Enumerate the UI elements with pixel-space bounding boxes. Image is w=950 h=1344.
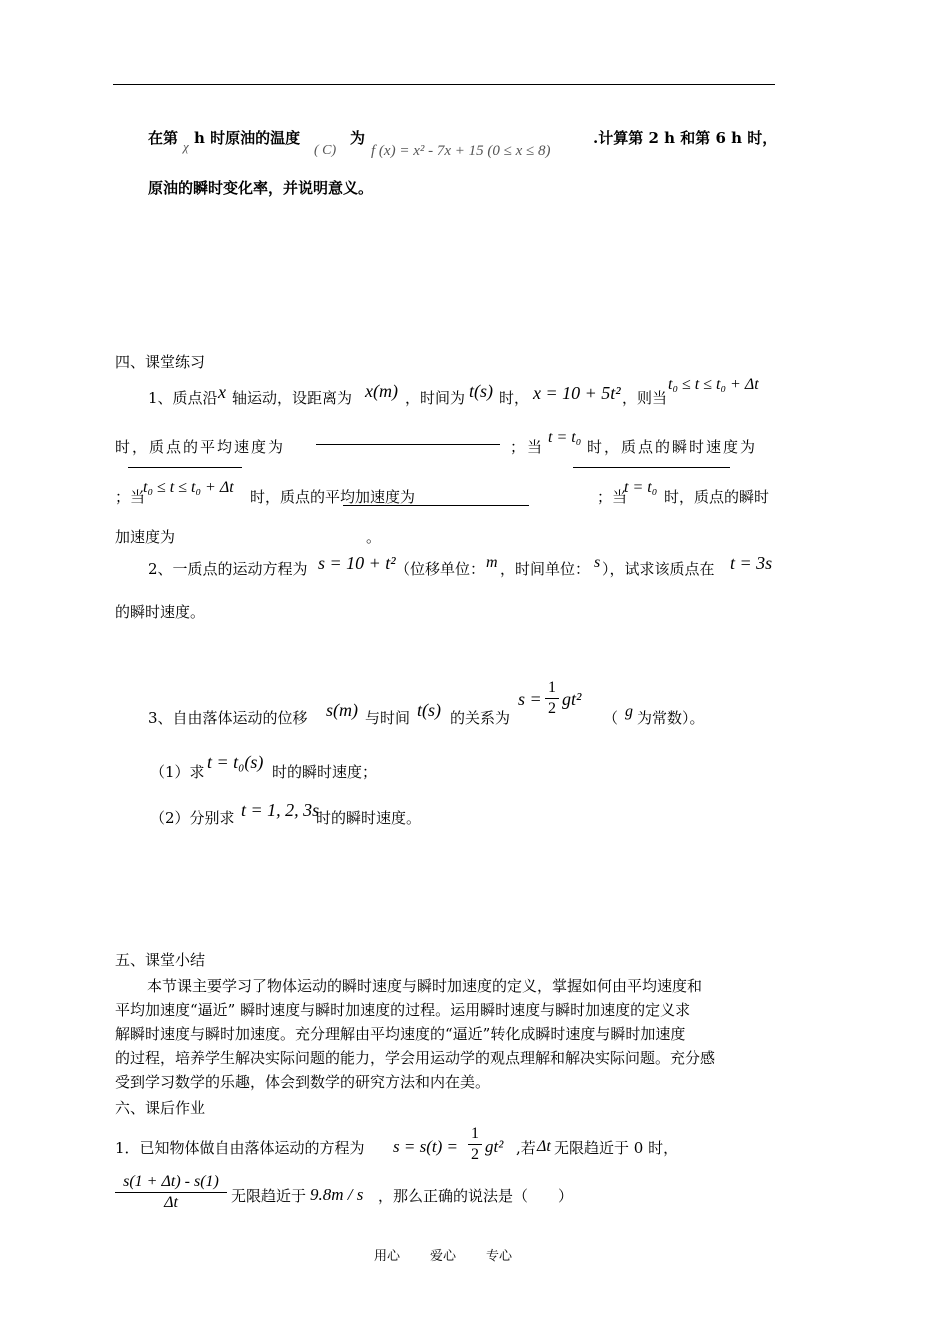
ex3-s-eq: s =: [518, 689, 542, 709]
ex2-t: t = 3s: [730, 553, 773, 573]
hw1-text-d: 无限趋近于: [231, 1187, 307, 1205]
q-top-line-2: 原油的瞬时变化率，并说明意义。: [148, 179, 374, 197]
q-top-unit: ( C): [314, 143, 337, 158]
hw1-value: 9.8m / s: [310, 1185, 364, 1204]
ex3-text-b: 与时间: [365, 709, 411, 727]
ex3-text-d: （: [603, 709, 619, 727]
ex3-sub1-text-a: （1）求: [150, 763, 205, 781]
hw1-dq-denominator: Δt: [164, 1194, 178, 1211]
q-top-text-4: .计算第 2 h 和第 6 h 时，: [593, 129, 778, 147]
hw1-gt2: gt²: [485, 1137, 504, 1156]
ex2-text-e: 的瞬时速度。: [115, 603, 206, 621]
hw1-delta-t: Δt: [537, 1138, 551, 1155]
ex2-unit-s: s: [594, 554, 601, 571]
ex1-text-n: 。: [366, 528, 382, 546]
ex1-x: x: [218, 382, 226, 402]
ex1-text-j: 时，质点的平均加速度为: [250, 488, 416, 506]
ex1-ts: t(s): [469, 381, 493, 401]
ex2-text-a: 2、一质点的运动方程为: [148, 560, 308, 578]
ex1-blank-avg-acceleration: [343, 505, 529, 506]
ex1-text-k: ；当: [597, 488, 628, 506]
ex1-text-m: 加速度为: [115, 528, 176, 546]
ex1-text-l: 时，质点的瞬时: [664, 488, 770, 506]
ex3-g: g: [625, 703, 633, 720]
hw1-fraction-numerator: 1: [471, 1125, 479, 1142]
ex3-sub2-text-b: 时的瞬时速度。: [316, 809, 422, 827]
ex1-inequality-2: t₀ ≤ t ≤ t₀ + Δt: [143, 479, 234, 496]
ex3-text-e: 为常数）。: [637, 709, 705, 727]
ex3-gt2: gt²: [562, 689, 582, 709]
footer-text-3: 专心: [486, 1249, 513, 1264]
ex1-text-h: 时，质点的瞬时速度为: [587, 438, 758, 456]
footer-text-1: 用心: [374, 1249, 401, 1264]
ex2-text-c: ，时间单位：: [500, 560, 591, 578]
ex1-inequality: t₀ ≤ t ≤ t₀ + Δt: [668, 376, 759, 393]
hw1-text-e: ，那么正确的说法是（ ）: [378, 1187, 574, 1205]
hw1-equation: s = s(t) =: [393, 1137, 458, 1156]
hw1-fraction: [468, 1124, 482, 1165]
summary-line: 平均加速度“逼近” 瞬时速度与瞬时加速度的过程。运用瞬时速度与瞬时加速度的定义求: [115, 1001, 691, 1019]
ex3-text-c: 的关系为: [450, 709, 511, 727]
footer-text-2: 爱心: [430, 1249, 457, 1264]
ex3-fraction-numerator: 1: [548, 679, 556, 696]
section-5-heading: 五、课堂小结: [115, 951, 206, 969]
ex1-t0-b: t = t₀: [624, 479, 658, 496]
ex1-text-i: ；当: [115, 488, 146, 506]
ex1-equation: x = 10 + 5t²: [533, 383, 621, 403]
ex2-unit-m: m: [486, 554, 498, 571]
q-top-function: f (x) = x² - 7x + 15 (0 ≤ x ≤ 8): [371, 143, 551, 159]
q-top-chi: χ: [183, 139, 189, 154]
q-top-text-3: 为: [350, 129, 366, 147]
ex3-sub2-equation: t = 1, 2, 3s: [241, 800, 320, 820]
ex1-blank-inst-velocity-1: [128, 467, 242, 468]
ex3-sub1-text-b: 时的瞬时速度；: [272, 763, 378, 781]
ex1-t0: t = t₀: [548, 429, 582, 446]
ex2-text-b: （位移单位：: [395, 560, 486, 578]
ex3-sm: s(m): [326, 700, 358, 720]
summary-line: 的过程，培养学生解决实际问题的能力，学会用运动学的观点理解和解决实际问题。充分感: [115, 1049, 716, 1067]
ex3-text-a: 3、自由落体运动的位移: [148, 709, 308, 727]
ex1-blank-avg-velocity: [316, 444, 500, 445]
header-rule: [113, 84, 775, 85]
ex1-text-b: 轴运动，设距离为: [232, 389, 353, 407]
hw1-fraction-denominator: 2: [471, 1146, 479, 1163]
q-top-text-1: 在第: [148, 129, 179, 147]
ex1-text-e: ，则当: [622, 389, 668, 407]
ex1-text-g: ；当: [510, 438, 545, 456]
ex1-text-a: 1、质点沿: [148, 389, 218, 407]
ex1-text-d: 时，: [499, 389, 530, 407]
summary-line: 解瞬时速度与瞬时加速度。充分理解由平均速度的“逼近”转化成瞬时速度与瞬时加速度: [115, 1025, 686, 1043]
section-6-heading: 六、课后作业: [115, 1099, 206, 1117]
ex3-fraction-denominator: 2: [548, 700, 556, 717]
ex2-text-d: ），试求该质点在: [602, 560, 715, 578]
hw1-text-c: 无限趋近于 0 时，: [554, 1139, 679, 1157]
ex3-sub2-text-a: （2）分别求: [150, 809, 235, 827]
ex3-sub1-equation: t = t₀(s): [207, 752, 264, 772]
hw1-dq-numerator: s(1 + Δt) - s(1): [123, 1173, 219, 1190]
section-4-heading: 四、课堂练习: [115, 353, 206, 371]
ex2-equation: s = 10 + t²: [318, 553, 396, 573]
hw1-difference-quotient: [115, 1172, 227, 1213]
ex3-ts: t(s): [417, 700, 441, 720]
summary-line: 受到学习数学的乐趣，体会到数学的研究方法和内在美。: [115, 1073, 491, 1091]
q-top-text-2: h 时原油的温度: [194, 129, 301, 147]
hw1-text-b: ,若: [516, 1139, 536, 1157]
ex1-blank-inst-velocity-2: [573, 467, 730, 468]
ex1-xm: x(m): [365, 381, 398, 401]
ex1-text-f: 时，质点的平均速度为: [115, 438, 286, 456]
ex1-text-c: ，时间为: [405, 389, 466, 407]
hw1-text-a: 1．已知物体做自由落体运动的方程为: [115, 1139, 365, 1157]
summary-paragraph: [115, 974, 777, 1094]
summary-line: 本节课主要学习了物体运动的瞬时速度与瞬时加速度的定义，掌握如何由平均速度和: [147, 977, 703, 995]
ex3-fraction: [545, 678, 559, 719]
